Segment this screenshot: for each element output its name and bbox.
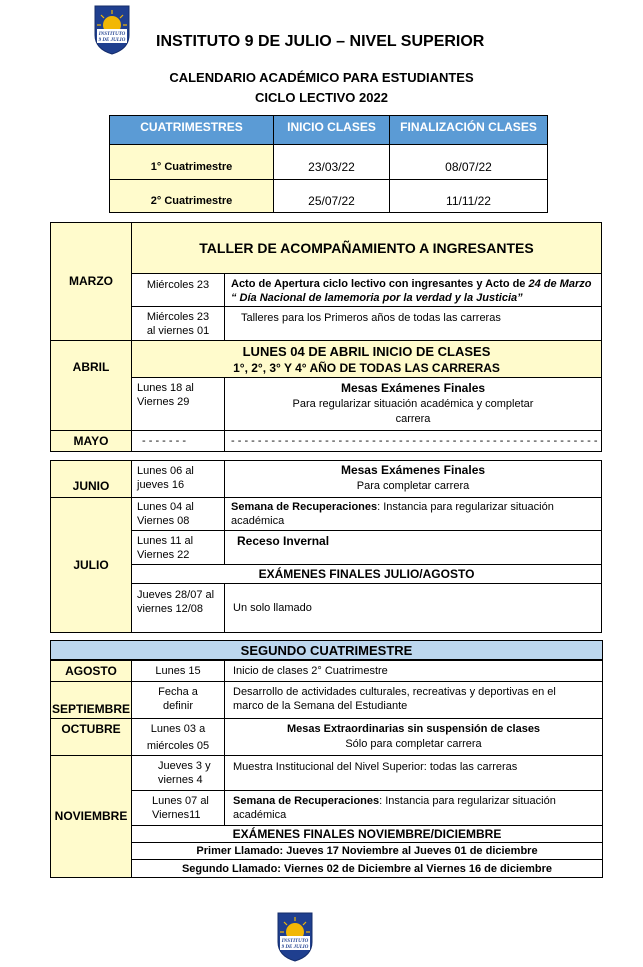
mayo-text: - - - - - - - - - - - - - - - - - - - - - - - - - - - - - - - - - - - - - - - - - - - - - - - - - - - - - - - [224,430,602,452]
junio-date [131,460,225,498]
marzo-r2-date [131,306,225,341]
junio-sub: Para completar carrera [356,480,470,492]
summary-row-2-name: 2° Cuatrimestre [109,179,274,213]
abril-banner-1: LUNES 04 DE ABRIL INICIO DE CLASES [242,344,491,359]
noviembre-r2-text-b: académica [233,809,287,821]
julio-r2-date [131,530,225,565]
month-junio: JUNIO [50,460,132,498]
julio-r1-bold: Semana de Recuperaciones [231,501,378,513]
noviembre-r1-text: Muestra Institucional del Nivel Superior: todas las carreras [224,755,603,791]
cycle-title: CICLO LECTIVO 2022 [255,90,388,105]
agosto-text: Inicio de clases 2° Cuatrimestre [224,660,603,682]
julio-r3-date [131,583,225,633]
noviembre-r2-date-b: Viernes11 [152,809,201,821]
julio-r1-text-b: académica [231,515,285,527]
summary-header-inicio: INICIO CLASES [273,115,390,145]
noviembre-banner: EXÁMENES FINALES NOVIEMBRE/DICIEMBRE [131,825,603,843]
abril-title: Mesas Exámenes Finales [340,381,486,395]
marzo-r1-text [224,273,602,307]
noviembre-call-1: Primer Llamado: Jueves 17 Noviembre al Jueves 01 de diciembre [131,842,603,860]
svg-text:INSTITUTO: INSTITUTO [98,32,126,37]
septiembre-text [224,681,603,719]
abril-banner [131,340,602,378]
month-octubre: OCTUBRE [50,718,132,756]
abril-sub-b: carrera [395,413,431,425]
junio-date-a: Lunes 06 al [137,465,194,477]
noviembre-r1-date-b: viernes 4 [158,774,203,786]
septiembre-date [131,681,225,719]
month-julio: JULIO [50,497,132,633]
septiembre-date-a: Fecha a [158,686,198,698]
agosto-date: Lunes 15 [131,660,225,682]
month-noviembre: NOVIEMBRE [50,755,132,878]
noviembre-r2-text [224,790,603,826]
septiembre-date-b: definir [163,700,193,712]
julio-r1-text-a: : Instancia para regularizar situación [377,501,554,513]
abril-banner-2: 1°, 2°, 3° Y 4° AÑO DE TODAS LAS CARRERAS [233,361,500,375]
noviembre-call-2: Segundo Llamado: Viernes 02 de Diciembre al Viernes 16 de diciembre [131,859,603,878]
abril-date-a: Lunes 18 al [137,382,194,394]
junio-title: Mesas Exámenes Finales [340,463,486,477]
institute-logo [94,5,130,55]
julio-r3-text: Un solo llamado [224,583,602,633]
svg-text:INSTITUTO: INSTITUTO [281,939,309,944]
marzo-r1-text-b: 24 de Marzo “ Día Nacional de lamemoria por la verdad y la Justicia” [231,278,592,304]
marzo-r2-date-a: Miércoles 23 [146,311,210,323]
septiembre-text-b: marco de la Semana del Estudiante [233,700,408,712]
summary-row-2-end: 11/11/22 [389,179,548,213]
marzo-r2-text: Talleres para los Primeros años de todas las carreras [224,306,602,341]
julio-r1-date-a: Lunes 04 al [137,501,194,513]
month-marzo: MARZO [50,222,132,341]
summary-row-1-start: 23/03/22 [273,144,390,180]
noviembre-r1-date-a: Jueves 3 y [158,760,211,772]
institute-logo-footer [277,912,313,962]
noviembre-r2-bold: Semana de Recuperaciones [233,795,380,807]
julio-r2-date-a: Lunes 11 al [137,535,194,547]
svg-text:9 DE JULIO: 9 DE JULIO [281,945,309,950]
abril-date [131,377,225,431]
month-agosto: AGOSTO [50,660,132,682]
summary-row-2-start: 25/07/22 [273,179,390,213]
julio-r1-date [131,497,225,531]
summary-header-fin: FINALIZACIÓN CLASES [389,115,548,145]
abril-date-b: Viernes 29 [137,396,190,408]
octubre-title: Mesas Extraordinarias sin suspensión de clases [286,723,541,735]
summary-row-1-end: 08/07/22 [389,144,548,180]
noviembre-r2-date-a: Lunes 07 al [152,795,209,807]
abril-text [224,377,602,431]
noviembre-r2-date [131,790,225,826]
octubre-date [131,718,225,756]
noviembre-r1-date [131,755,225,791]
summary-header-cuatrimestres: CUATRIMESTRES [109,115,274,145]
month-abril: ABRIL [50,340,132,431]
svg-text:9 DE JULIO: 9 DE JULIO [98,38,126,43]
institute-name: INSTITUTO 9 DE JULIO – NIVEL SUPERIOR [156,33,485,50]
second-term-title: SEGUNDO CUATRIMESTRE [50,640,603,660]
marzo-banner: TALLER DE ACOMPAÑAMIENTO A INGRESANTES [131,222,602,274]
marzo-r1-text-a: Acto de Apertura ciclo lectivo con ingresantes y Acto de [231,278,529,290]
marzo-r2-date-b: al viernes 01 [146,325,210,337]
julio-r2-date-b: Viernes 22 [137,549,190,561]
month-septiembre: SEPTIEMBRE [50,681,132,719]
calendar-title: CALENDARIO ACADÉMICO PARA ESTUDIANTES [169,70,474,85]
noviembre-r2-text-a: : Instancia para regularizar situación [379,795,556,807]
octubre-date-b: miércoles 05 [146,740,210,752]
julio-banner: EXÁMENES FINALES JULIO/AGOSTO [131,564,602,584]
octubre-sub: Sólo para completar carrera [345,738,482,750]
month-mayo: MAYO [50,430,132,452]
junio-date-b: jueves 16 [137,479,185,491]
octubre-date-a: Lunes 03 a [150,723,206,735]
marzo-r1-date: Miércoles 23 [131,273,225,307]
julio-r1-date-b: Viernes 08 [137,515,190,527]
mayo-date: - - - - - - - [131,430,225,452]
julio-r1-text [224,497,602,531]
summary-row-1-name: 1° Cuatrimestre [109,144,274,180]
abril-sub-a: Para regularizar situación académica y completar [292,398,534,410]
septiembre-text-a: Desarrollo de actividades culturales, recreativas y deportivas en el [233,686,556,698]
julio-r2-text: Receso Invernal [224,530,602,565]
junio-text [224,460,602,498]
julio-r3-date-a: Jueves 28/07 al [137,589,215,601]
julio-r3-date-b: viernes 12/08 [137,603,204,615]
octubre-text [224,718,603,756]
